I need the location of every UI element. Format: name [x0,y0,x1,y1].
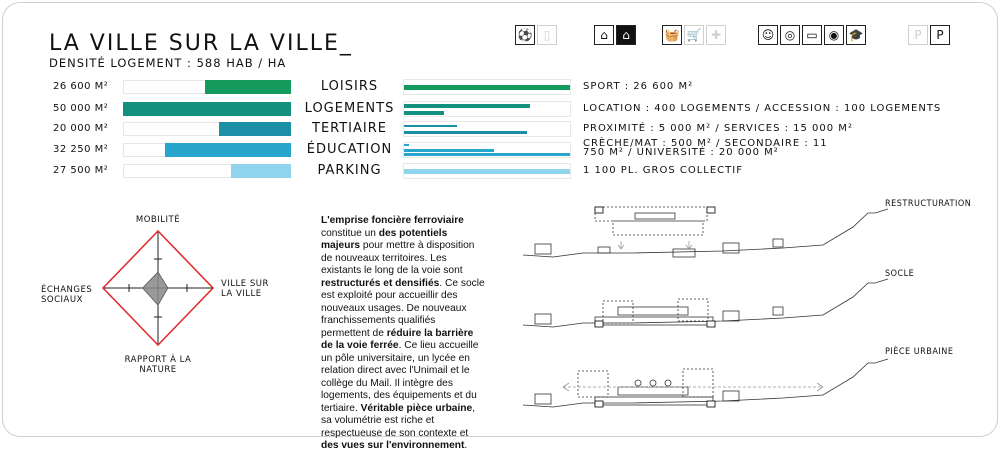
program-detail: 1 100 PL. GROS COLLECTIF [583,165,743,176]
section-label-socle: SOCLE [885,269,915,279]
section-restructuration [523,207,888,257]
text-run: . Ce lieu accueille un pôle universitaire, un lycée en relation direct avec l'Unimail et le collège du Mail. Il intègre des logements, des équipements et du tertiaire. [321,340,479,414]
sub-bar [404,149,494,152]
basket-icon: 🧺 [662,25,682,45]
program-row [3,121,1003,137]
program-label: LOISIRS [320,79,379,94]
area-bar-fill [205,80,291,94]
sections-svg [523,193,993,433]
text-emphasis: des vues sur l'environnement [321,440,465,451]
description-text [321,215,486,453]
text-emphasis: L'emprise foncière ferroviaire [321,215,464,226]
sub-bar [404,125,457,127]
area-bar-track [123,102,291,116]
school-icon: ◎ [780,25,800,45]
house-outline-icon: ⌂ [594,25,614,45]
density-subtitle: DENSITÉ LOGEMENT : 588 HAB / HA [49,56,287,70]
parking-outline-icon: P [908,25,928,45]
panel [2,2,998,451]
area-bar-track [123,80,291,94]
sub-bar-track [403,79,571,95]
outdoor-icon: ▯ [537,25,557,45]
area-bar-track [123,143,291,157]
section-label-piece-urbaine: PIÈCE URBAINE [885,347,954,357]
sub-bar-track [403,142,571,158]
house-filled-icon: ⌂ [616,25,636,45]
program-label: PARKING [317,163,382,178]
text-run: . [464,440,468,451]
sub-bar [404,153,570,156]
row-area-value: 20 000 M² [53,123,109,134]
text-emphasis: Véritable pièce urbaine [360,402,473,414]
section-label-restructuration: RESTRUCTURATION [885,199,972,209]
text-emphasis: restructurés et densifiés [321,277,440,289]
radar-label-bottom: RAPPORT À LA NATURE [124,355,192,375]
sub-bar [404,169,570,174]
program-detail: LOCATION : 400 LOGEMENTS / ACCESSION : 100 LOGEMENTS [583,103,942,114]
text-run: pour mettre à disposition de nouveaux territoires. Les existants le long de la voie sont [321,240,475,276]
icon-group-services [662,25,726,45]
area-bar-track [123,164,291,178]
program-row [3,79,1003,95]
program-label: LOGEMENTS [304,101,395,116]
area-bar-fill [165,143,291,157]
radar-label-top: MOBILITÉ [135,215,181,225]
sub-bar [404,111,444,115]
program-row [3,163,1003,179]
program-row [3,101,1003,117]
sub-bar-track [403,121,571,137]
text-emphasis: des potentiels majeurs [321,227,448,251]
children-icon: ☺ [758,25,778,45]
icon-group-parking [908,25,950,45]
area-bar-track [123,122,291,136]
graduation-icon: 🎓 [846,25,866,45]
cart-icon: 🛒 [684,25,704,45]
row-area-value: 26 600 M² [53,81,109,92]
sub-bar-track [403,163,571,179]
radar-value-shape [143,272,168,305]
sub-bar [404,144,409,146]
area-bar-fill [123,102,291,116]
sub-bar [404,131,527,134]
program-detail: PROXIMITÉ : 5 000 M² / SERVICES : 15 000 M² [583,123,853,134]
text-emphasis: réduire la barrière de la voie ferrée [321,327,474,351]
row-area-value: 50 000 M² [53,103,109,114]
icon-group-sport [515,25,557,45]
health-icon: ✚ [706,25,726,45]
program-label: ÉDUCATION [306,142,393,157]
radar-label-right: VILLE SUR LA VILLE [221,279,269,299]
section-piece-urbaine [523,359,888,407]
section-socle [523,279,888,327]
area-bar-fill [219,122,291,136]
row-area-value: 27 500 M² [53,165,109,176]
blackboard-icon: ▭ [802,25,822,45]
area-bar-fill [231,164,291,178]
text-run: constitue un [321,227,379,239]
sub-bar-track [403,101,571,117]
sub-bar [404,85,570,90]
sub-bar [404,104,530,108]
university-icon: ◉ [824,25,844,45]
text-run: . Ce socle est exploité pour accueillir des nouveaux usages. De nouveaux franchissements qualifiés permettent de [321,277,485,339]
radar-diagram [43,213,283,383]
program-row [3,138,1003,158]
parking-icon: P [930,25,950,45]
program-label: TERTIAIRE [312,121,387,136]
text-run: , sa volumétrie est riche et respectueuse de son contexte et [321,402,476,439]
page-title: LA VILLE SUR LA VILLE_ [49,31,353,56]
icon-group-education [758,25,866,45]
program-detail: CRÈCHE/MAT : 500 M² / SECONDAIRE : 11 750 M² / UNIVERSITÉ : 20 000 M² [583,138,828,158]
icon-group-housing [594,25,636,45]
row-area-value: 32 250 M² [53,144,109,155]
football-icon: ⚽ [515,25,535,45]
section-diagrams [523,193,993,433]
radar-label-left: ÉCHANGES SOCIAUX [41,285,93,305]
program-detail: SPORT : 26 600 M² [583,81,694,92]
